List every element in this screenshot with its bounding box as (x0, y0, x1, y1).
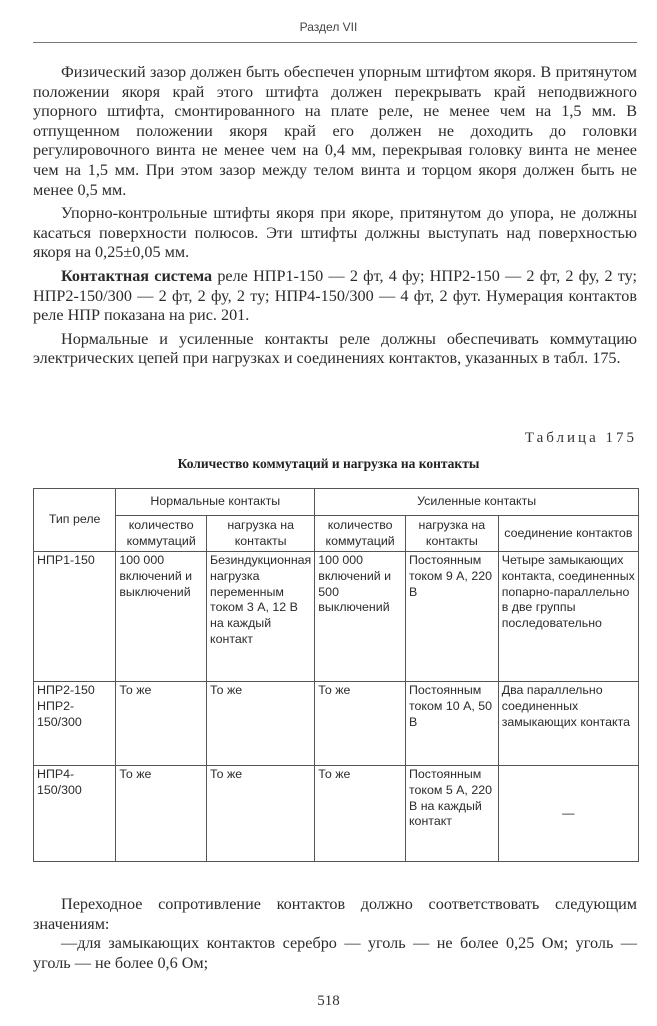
tail-text (33, 895, 637, 973)
running-head: Раздел VII (299, 20, 358, 34)
cell-reinforced-load: Постоянным током 5 А, 220 В на каждый контакт (406, 766, 499, 862)
bold-term: Контактная система (61, 266, 213, 285)
cell-normal-count: 100 000 включений и выключений (116, 552, 207, 682)
header-load: нагрузка на контакты (207, 516, 315, 552)
cell-reinforced-load: Постоянным током 9 А, 220 В (406, 552, 499, 682)
paragraph: Переходное сопротивление контактов должно соответствовать следующим значениям: (33, 895, 637, 933)
cell-reinforced-count: 100 000 включений и 500 выключений (315, 552, 406, 682)
header-load: нагрузка на контакты (406, 516, 499, 552)
paragraph: Физический зазор должен быть обеспечен упорным штифтом якоря. В притянутом положении якоря край этого штифта должен перекрывать край неподвижного упорного штифта, смонтированного на плате реле, не менее чем на 1,5 мм. В отпущенном положении якоря край его должен не доходить до головки регулировочного винта не менее чем на 0,4 мм, перекрывая головку винта не менее чем на 1,5 мм. При этом зазор между телом винта и торцом якоря должен быть не менее 0,5 мм. (33, 63, 637, 199)
table-title: Количество коммутаций и нагрузка на контакты (177, 456, 480, 471)
cell-normal-load: Безиндукционная нагрузка переменным током 3 А, 12 В на каждый контакт (207, 552, 315, 682)
paragraph (33, 267, 637, 326)
header-normal-contacts: Нормальные контакты (116, 489, 315, 516)
paragraph-rest: реле НПР1-150 — 2 фт, 4 фу; НПР2-150 — 2 фт, 2 фу, 2 ту; НПР2-150/300 — 2 фт, 2 фу, 2 ту; НПР4-150/300 — 4 фт, 2 фут. Нумерация контактов реле НПР показана на рис. 201. (33, 266, 637, 325)
paragraph: Нормальные и усиленные контакты реле должны обеспечивать коммутацию электрических цепей при нагрузках и соединениях контактов, указанных в табл. 175. (33, 329, 637, 368)
paragraph: Упорно-контрольные штифты якоря при якоре, притянутом до упора, не должны касаться поверхности полюсов. Эти штифты должны выступать над поверхностью якоря на 0,25±0,05 мм. (33, 204, 637, 262)
cell-relay-type: НПР1-150 (34, 552, 116, 682)
cell-connection: Четыре замыкающих контакта, соединенных попарно-параллельно в две группы последовательно (498, 552, 638, 682)
header-reinforced-contacts: Усиленные контакты (315, 489, 639, 516)
cell-relay-type: НПР2-150 НПР2-150/300 (34, 682, 116, 766)
cell-reinforced-count: То же (315, 682, 406, 766)
cell-normal-load: То же (207, 766, 315, 862)
header-relay-type: Тип реле (34, 489, 116, 552)
table-row (34, 766, 639, 862)
header-connection: соединение контактов (498, 516, 638, 552)
page-number: 518 (317, 993, 340, 1009)
body-text (33, 63, 637, 373)
table-row (34, 682, 639, 766)
header-count: количество коммутаций (116, 516, 207, 552)
cell-connection: Два параллельно соединенных замыкающих контакта (498, 682, 638, 766)
header-rule (33, 42, 637, 43)
cell-normal-count: То же (116, 766, 207, 862)
table-row (34, 552, 639, 682)
cell-normal-count: То же (116, 682, 207, 766)
cell-connection: — (498, 766, 638, 862)
table-number: Таблица 175 (524, 430, 637, 446)
paragraph: —для замыкающих контактов серебро — уголь — не более 0,25 Ом; уголь — уголь — не более 0,6 Ом; (33, 934, 637, 972)
cell-normal-load: То же (207, 682, 315, 766)
cell-relay-type: НПР4-150/300 (34, 766, 116, 862)
cell-reinforced-load: Постоянным током 10 А, 50 В (406, 682, 499, 766)
contacts-table (33, 488, 639, 862)
header-count: количество коммутаций (315, 516, 406, 552)
cell-reinforced-count: То же (315, 766, 406, 862)
